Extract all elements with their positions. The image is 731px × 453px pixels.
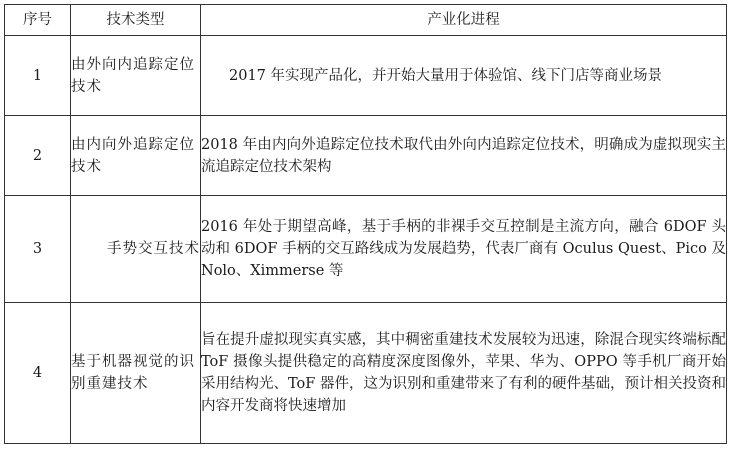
progress-text: 2018 年由内向外追踪定位技术取代由外向内追踪定位技术，明确成为虚拟现实主流追踪定位技术架构 [201,116,727,196]
tech-type-cell [71,36,201,116]
row-number: 4 [5,303,71,444]
table-row [5,303,727,444]
header-no: 序号 [5,5,71,36]
tech-type-cell [71,196,201,303]
table-row [5,36,727,116]
tech-type: 由内向外追踪定位技术 [71,136,195,175]
row-number: 1 [5,36,71,116]
header-progress: 产业化进程 [201,5,727,36]
header-type: 技术类型 [71,5,201,36]
progress-text: 2016 年处于期望高峰，基于手柄的非裸手交互控制是主流方向，融合 6DOF 头动和 6DOF 手柄的交互路线成为发展趋势，代表厂商有 Oculus Quest、Pico 及 Nolo、Ximmerse 等 [201,196,727,303]
technology-table [4,4,727,444]
tech-type: 由外向内追踪定位技术 [71,56,195,95]
progress-text: 旨在提升虚拟现实真实感，其中稠密重建技术发展较为迅速，除混合现实终端标配 ToF 摄像头提供稳定的高精度深度图像外，苹果、华为、OPPO 等手机厂商开始采用结构光、ToF 器件，这为识别和重建带来了有利的硬件基础，预计相关投资和内容开发商将快速增加 [201,303,727,444]
table-row [5,196,727,303]
tech-type-cell [71,116,201,196]
table-header-row [5,5,727,36]
row-number: 3 [5,196,71,303]
progress-text: 2017 年实现产品化，并开始大量用于体验馆、线下门店等商业场景 [201,36,727,116]
table-row [5,116,727,196]
tech-type: 手势交互技术 [107,241,200,257]
tech-type: 基于机器视觉的识别重建技术 [71,354,195,392]
row-number: 2 [5,116,71,196]
tech-type-cell [71,303,201,444]
